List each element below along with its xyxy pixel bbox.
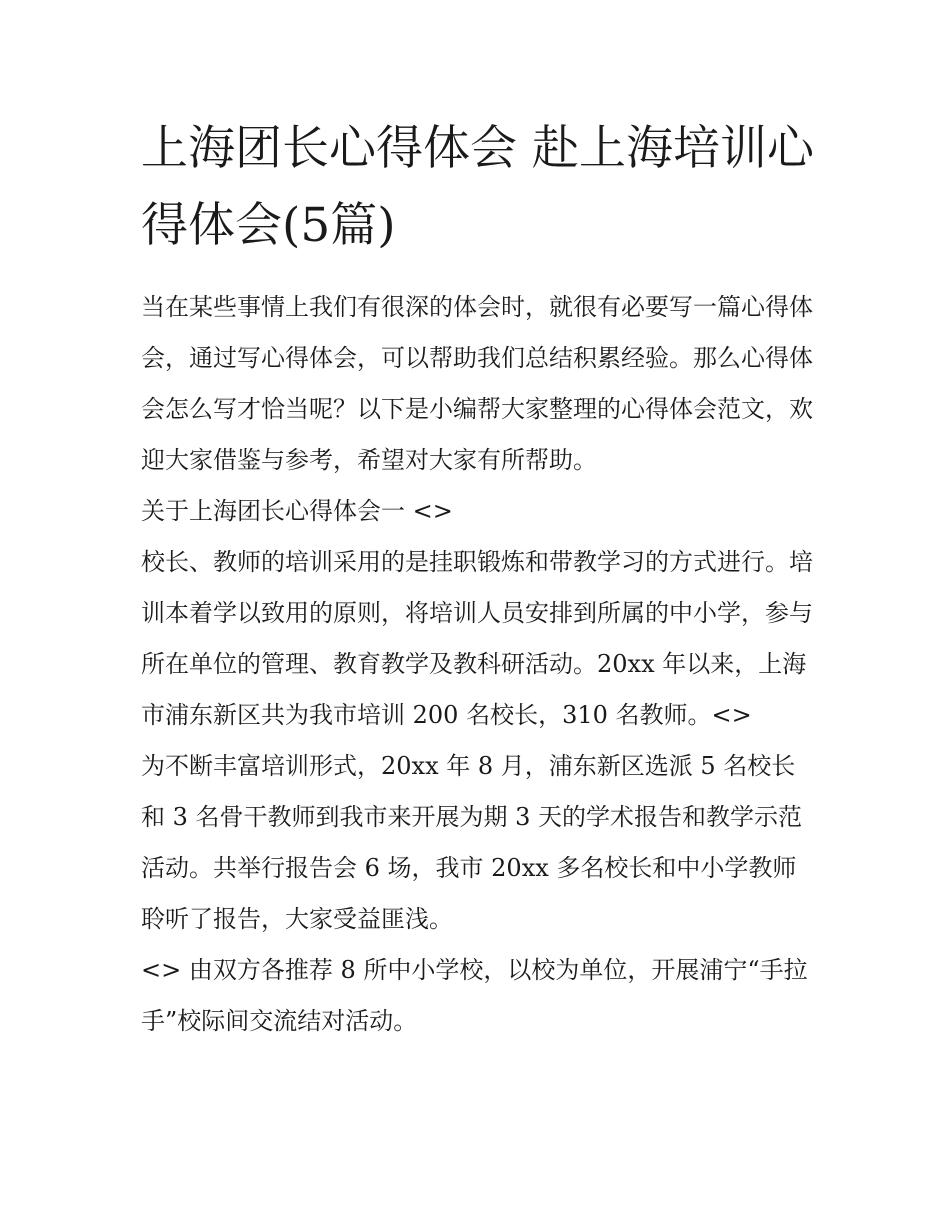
section-heading: 关于上海团长心得体会一 <> [141, 497, 453, 525]
document-body [141, 110, 816, 1047]
intro-paragraph: 当在某些事情上我们有很深的体会时，就很有必要写一篇心得体会，通过写心得体会，可以帮助我们总结积累经验。那么心得体会怎么写才恰当呢？以下是小编帮大家整理的心得体会范文，欢迎大家借鉴与参考，希望对大家有所帮助。 [141, 293, 813, 474]
body-paragraph: <> 由双方各推荐 8 所中小学校，以校为单位，开展浦宁“手拉手”校际间交流结对活动。 [141, 956, 808, 1035]
document-title: 上海团长心得体会 赴上海培训心得体会(5篇) [141, 121, 814, 253]
body-paragraph: 为不断丰富培训形式，20xx 年 8 月，浦东新区选派 5 名校长和 3 名骨干教师到我市来开展为期 3 天的学术报告和教学示范活动。共举行报告会 6 场，我市 20xx 多名校长和中小学教师聆听了报告，大家受益匪浅。 [141, 752, 803, 933]
body-paragraph: 校长、教师的培训采用的是挂职锻炼和带教学习的方式进行。培训本着学以致用的原则，将培训人员安排到所属的中小学，参与所在单位的管理、教育教学及教科研活动。20xx 年以来，上海市浦东新区共为我市培训 200 名校长，310 名教师。<> [141, 548, 813, 729]
